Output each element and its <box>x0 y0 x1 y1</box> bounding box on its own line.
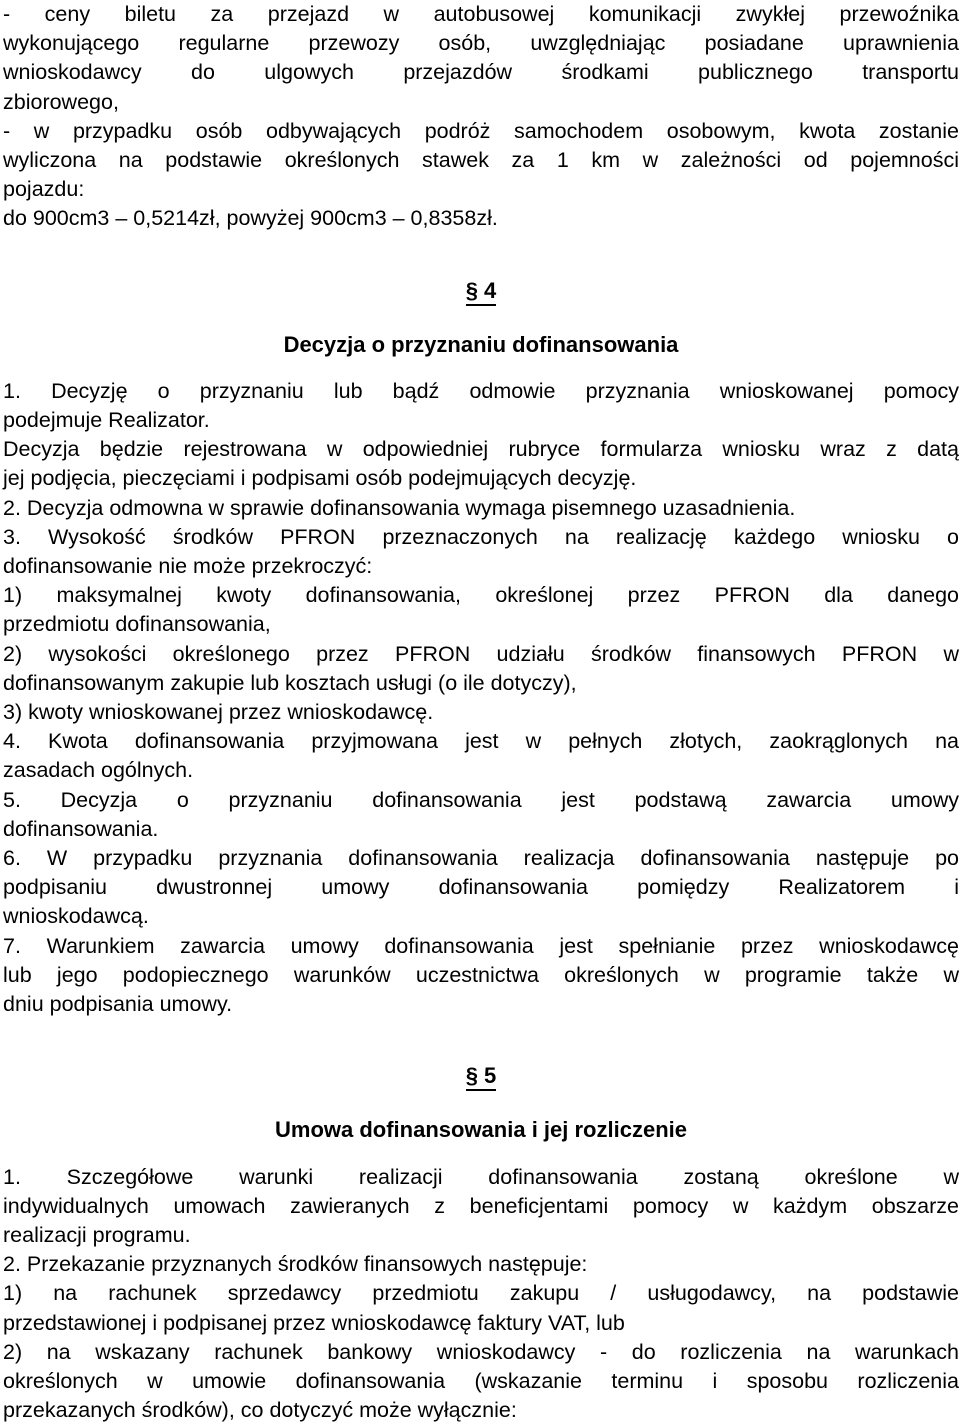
intro-block <box>3 0 959 234</box>
section-4-number: § 4 <box>3 276 959 306</box>
text-line: zasadach ogólnych. <box>3 756 959 785</box>
text-line: wykonującego regularne przewozy osób, uwzględniając posiadane uprawnienia <box>3 29 959 58</box>
section-4-title: Decyzja o przyznaniu dofinansowania <box>3 330 959 359</box>
text-line: - w przypadku osób odbywających podróż samochodem osobowym, kwota zostanie <box>3 117 959 146</box>
text-line: do 900cm3 – 0,5214zł, powyżej 900cm3 – 0,8358zł. <box>3 204 959 233</box>
text-line: 4. Kwota dofinansowania przyjmowana jest w pełnych złotych, zaokrąglonych na <box>3 727 959 756</box>
text-line: przekazanych środków), co dotyczyć może wyłącznie: <box>3 1396 959 1425</box>
text-line: 3) kwoty wnioskowanej przez wnioskodawcę. <box>3 698 959 727</box>
text-line: 7. Warunkiem zawarcia umowy dofinansowania jest spełnianie przez wnioskodawcę <box>3 932 959 961</box>
text-line: pojazdu: <box>3 175 959 204</box>
text-line: przedstawionej i podpisanej przez wnioskodawcę faktury VAT, lub <box>3 1309 959 1338</box>
section-5-title: Umowa dofinansowania i jej rozliczenie <box>3 1115 959 1144</box>
text-line: 5. Decyzja o przyznaniu dofinansowania jest podstawą zawarcia umowy <box>3 786 959 815</box>
section-4-body <box>3 377 959 1019</box>
text-line: 2. Przekazanie przyznanych środków finansowych następuje: <box>3 1250 959 1279</box>
text-line: podejmuje Realizator. <box>3 406 959 435</box>
text-line: 3. Wysokość środków PFRON przeznaczonych na realizację każdego wniosku o <box>3 523 959 552</box>
text-line: 1. Decyzję o przyznaniu lub bądź odmowie przyznania wnioskowanej pomocy <box>3 377 959 406</box>
text-line: 2) wysokości określonego przez PFRON udziału środków finansowych PFRON w <box>3 640 959 669</box>
text-line: - ceny biletu za przejazd w autobusowej komunikacji zwykłej przewoźnika <box>3 0 959 29</box>
text-line: Decyzja będzie rejestrowana w odpowiedniej rubryce formularza wniosku wraz z datą <box>3 435 959 464</box>
text-line: realizacji programu. <box>3 1221 959 1250</box>
section-5-number: § 5 <box>3 1061 959 1091</box>
text-line: podpisaniu dwustronnej umowy dofinansowania pomiędzy Realizatorem i <box>3 873 959 902</box>
text-line: jej podjęcia, pieczęciami i podpisami osób podejmujących decyzję. <box>3 464 959 493</box>
text-line: dofinansowania. <box>3 815 959 844</box>
text-line: wyliczona na podstawie określonych stawek za 1 km w zależności od pojemności <box>3 146 959 175</box>
text-line: wnioskodawcą. <box>3 902 959 931</box>
text-line: 6. W przypadku przyznania dofinansowania realizacja dofinansowania następuje po <box>3 844 959 873</box>
text-line: lub jego podopiecznego warunków uczestnictwa określonych w programie także w <box>3 961 959 990</box>
text-line: dofinansowanym zakupie lub kosztach usługi (o ile dotyczy), <box>3 669 959 698</box>
text-line: 1) maksymalnej kwoty dofinansowania, określonej przez PFRON dla danego <box>3 581 959 610</box>
text-line: 1. Szczegółowe warunki realizacji dofinansowania zostaną określone w <box>3 1163 959 1192</box>
text-line: 2) na wskazany rachunek bankowy wnioskodawcy - do rozliczenia na warunkach <box>3 1338 959 1367</box>
text-line: określonych w umowie dofinansowania (wskazanie terminu i sposobu rozliczenia <box>3 1367 959 1396</box>
text-line: wnioskodawcy do ulgowych przejazdów środkami publicznego transportu <box>3 58 959 87</box>
text-line: indywidualnych umowach zawieranych z beneficjentami pomocy w każdym obszarze <box>3 1192 959 1221</box>
text-line: dniu podpisania umowy. <box>3 990 959 1019</box>
text-line: przedmiotu dofinansowania, <box>3 610 959 639</box>
section-5-body <box>3 1163 959 1425</box>
text-line: dofinansowanie nie może przekroczyć: <box>3 552 959 581</box>
text-line: 1) na rachunek sprzedawcy przedmiotu zakupu / usługodawcy, na podstawie <box>3 1279 959 1308</box>
text-line: 2. Decyzja odmowna w sprawie dofinansowania wymaga pisemnego uzasadnienia. <box>3 494 959 523</box>
text-line: zbiorowego, <box>3 88 959 117</box>
